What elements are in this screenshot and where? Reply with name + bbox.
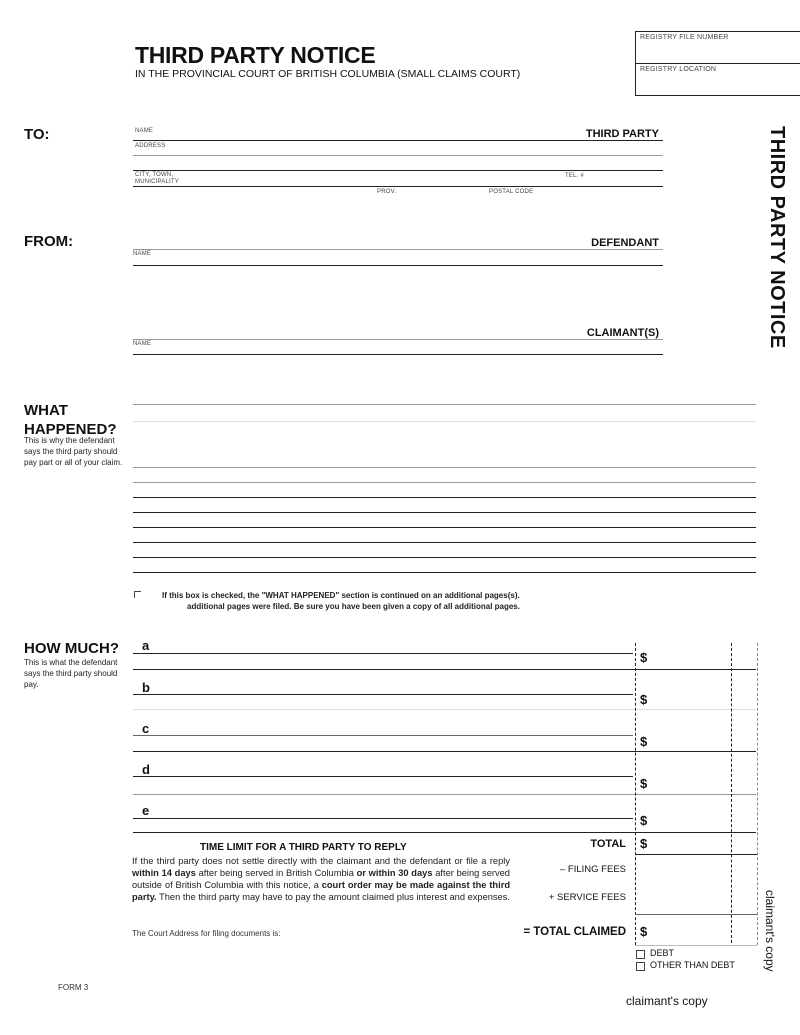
other-than-debt-checkbox[interactable] — [636, 962, 645, 971]
defendant-name-label: NAME — [133, 251, 152, 257]
other-than-debt-label: OTHER THAN DEBT — [650, 960, 735, 970]
item-letter: d — [142, 762, 150, 777]
debt-label: DEBT — [650, 948, 675, 958]
item-amount-input[interactable] — [652, 735, 727, 749]
item-dollar: $ — [640, 650, 648, 665]
item-amount-input[interactable] — [652, 815, 727, 829]
item-letter: b — [142, 680, 150, 695]
item-dollar: $ — [640, 776, 648, 791]
how-much-heading: HOW MUCH? — [24, 640, 119, 657]
defendant-name-input[interactable] — [133, 252, 661, 264]
continued-text: If this box is checked, the "WHAT HAPPENED" section is continued on an additional pages(s). additional pages were filed. Be sure you have been given a copy of all additional pages. — [162, 591, 520, 611]
right-column-divider — [757, 643, 758, 945]
total-claimed-dollar: $ — [640, 924, 648, 939]
cents-column-divider — [731, 643, 732, 943]
service-fees-input[interactable] — [652, 890, 727, 904]
claimant-role: CLAIMANT(S) — [586, 327, 659, 339]
form-number: FORM 3 — [58, 983, 89, 992]
time-limit-text: If the third party does not settle directly with the claimant and the defendant or file a reply within 14 days after being served in British Columbia or within 30 days after being served outside of British Columbia with this notice, a court order may be made against the third party. Then the third party may have to pay the amount claimed plus interest and expenses. — [132, 856, 510, 902]
third-party-postal-input[interactable] — [540, 188, 660, 198]
time-limit-heading: TIME LIMIT FOR A THIRD PARTY TO REPLY — [200, 842, 407, 853]
to-tel-label: TEL. # — [565, 173, 584, 179]
registry-file-number-input[interactable] — [640, 45, 795, 61]
registry-box — [635, 31, 800, 96]
form-title: THIRD PARTY NOTICE — [135, 42, 376, 68]
item-letter: c — [142, 721, 150, 736]
total-amount-input[interactable] — [652, 838, 727, 852]
what-happened-description: This is why the defendant says the third party should pay part or all of your claim. — [24, 436, 123, 467]
item-amount-input[interactable] — [652, 693, 727, 707]
how-much-description: This is what the defendant says the third party should pay. — [24, 658, 118, 689]
to-address-label: ADDRESS — [135, 143, 166, 149]
to-prov-label: PROV. — [377, 189, 397, 195]
from-heading: FROM: — [24, 233, 74, 250]
item-letter: a — [142, 638, 150, 653]
third-party-city-input[interactable] — [185, 173, 555, 185]
to-heading: TO: — [24, 126, 50, 143]
registry-location-input[interactable] — [640, 77, 795, 93]
item-letter: e — [142, 803, 150, 818]
to-city-label: CITY, TOWN, MUNICIPALITY — [135, 172, 179, 185]
to-name-line — [133, 140, 663, 141]
amount-column-divider — [635, 643, 636, 945]
item-dollar: $ — [640, 692, 648, 707]
claimant-name-input[interactable] — [133, 342, 661, 354]
total-dollar: $ — [640, 836, 648, 851]
court-address-label: The Court Address for filing documents is: — [132, 929, 281, 938]
item-amount-input[interactable] — [652, 652, 727, 666]
filing-fees-input[interactable] — [652, 862, 727, 876]
third-party-name-input[interactable] — [165, 127, 565, 139]
to-name-label: NAME — [135, 128, 154, 134]
third-party-role: THIRD PARTY — [585, 128, 659, 140]
to-postal-label: POSTAL CODE — [489, 189, 534, 195]
total-claimed-label: = TOTAL CLAIMED — [523, 926, 626, 938]
total-label: TOTAL — [590, 838, 626, 850]
debt-checkbox[interactable] — [636, 950, 645, 959]
item-dollar: $ — [640, 734, 648, 749]
defendant-role: DEFENDANT — [591, 237, 659, 249]
third-party-tel-input[interactable] — [590, 173, 660, 185]
side-copy-label: claimant's copy — [763, 890, 777, 972]
form-subtitle: IN THE PROVINCIAL COURT OF BRITISH COLUMBIA (SMALL CLAIMS COURT) — [135, 68, 521, 80]
third-party-address-input[interactable] — [135, 150, 663, 162]
side-title: THIRD PARTY NOTICE — [766, 126, 788, 349]
continued-checkbox[interactable] — [134, 591, 141, 598]
total-claimed-input[interactable] — [652, 926, 727, 940]
registry-file-number-label: REGISTRY FILE NUMBER — [640, 34, 729, 41]
filing-fees-label: – FILING FEES — [560, 864, 626, 875]
claimant-name-label: NAME — [133, 341, 152, 347]
item-dollar: $ — [640, 813, 648, 828]
service-fees-label: + SERVICE FEES — [548, 892, 626, 903]
item-amount-input[interactable] — [652, 777, 727, 791]
what-happened-heading: WHAT HAPPENED? — [24, 402, 117, 438]
registry-location-label: REGISTRY LOCATION — [640, 66, 717, 73]
copy-label: claimant's copy — [626, 994, 708, 1008]
third-party-prov-input[interactable] — [400, 188, 480, 198]
